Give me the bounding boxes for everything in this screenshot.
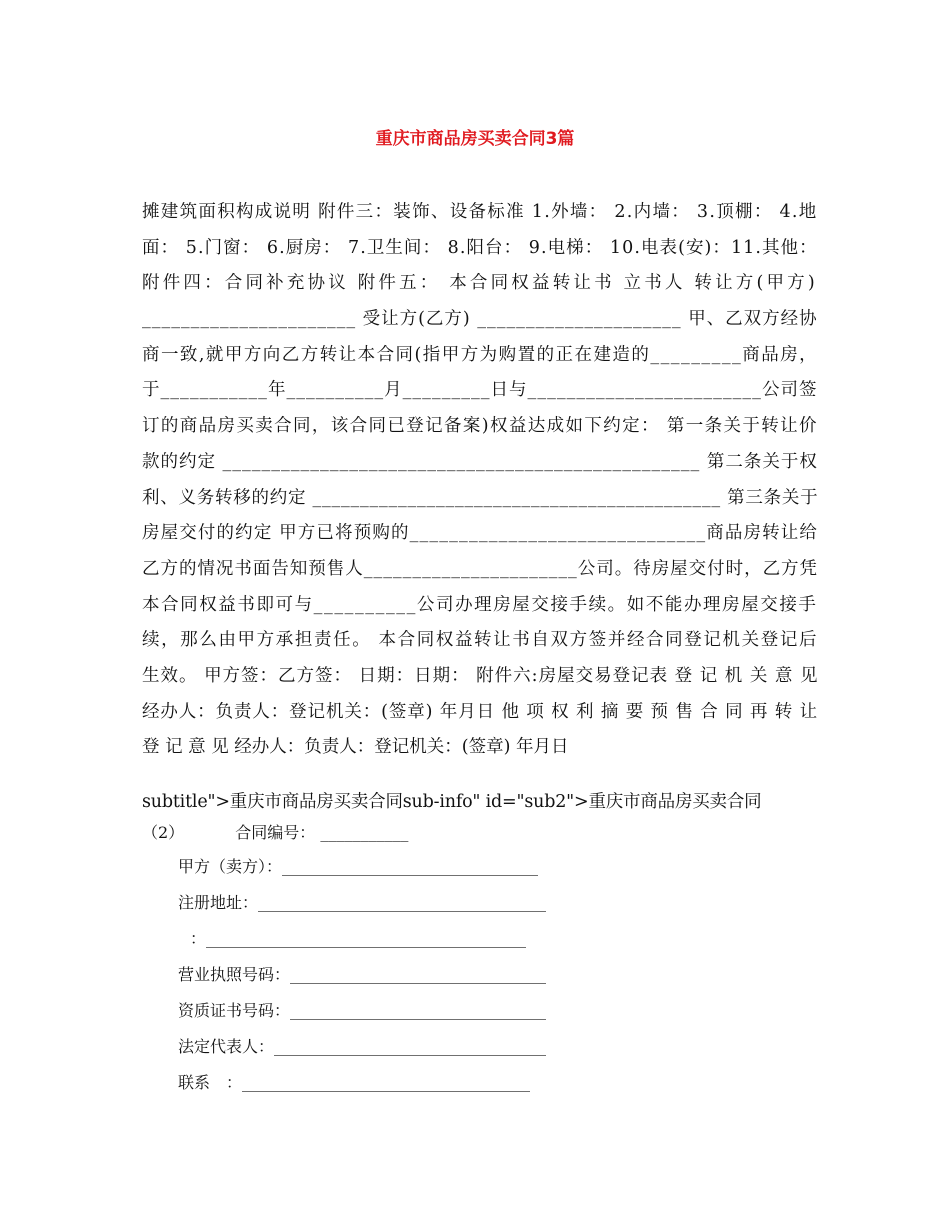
legal-representative-field: [178, 1034, 546, 1057]
business-license-field: [178, 962, 546, 985]
subtitle-line: subtitle">重庆市商品房买卖合同sub-info" id="sub2">重庆市商品房买卖合同: [142, 792, 762, 812]
paragraph-line: 订的商品房买卖合同，该合同已登记备案)权益达成如下约定： 第一条关于转让价: [142, 416, 818, 437]
field-label: 注册地址：: [178, 893, 259, 912]
paragraph-line: 摊建筑面积构成说明 附件三：装饰、设备标准 1.外墙： 2.内墙： 3.顶棚： 4.地: [142, 202, 818, 222]
paragraph-line: 款的约定 _________________________________________________ 第二条关于权: [142, 451, 818, 472]
paragraph-line: 利、义务转移的约定 ___________________________________________ 第三条关于: [142, 487, 818, 508]
field-label: 营业执照号码：: [178, 965, 291, 984]
paragraph-line: 附件四：合同补充协议 附件五： 本合同权益转让书 立书人 转让方(甲方): [142, 273, 818, 294]
document-body: [142, 195, 818, 766]
paragraph-line: 商一致,就甲方向乙方转让本合同(指甲方为购置的正在建造的_________商品房，: [142, 344, 818, 365]
contract-number-blank: ___________: [320, 823, 409, 842]
field-blank: ____________________________________: [242, 1073, 531, 1092]
contract-number-row: [142, 820, 408, 843]
field-blank: ________________________________: [290, 965, 547, 984]
field-blank: ____________________________________: [258, 893, 547, 912]
paragraph-line: 本合同权益书即可与__________公司办理房屋交接手续。如不能办理房屋交接手: [142, 594, 818, 615]
paragraph-line: 经办人：负责人：登记机关：(签章) 年月日 他 项 权 利 摘 要 预 售 合 同 再 转 让: [142, 701, 818, 722]
unnamed-field: [190, 926, 526, 949]
paragraph-line: 房屋交付的约定 甲方已将预购的______________________________商品房转让给: [142, 523, 818, 544]
paragraph-line: 面： 5.门窗： 6.厨房： 7.卫生间： 8.阳台： 9.电梯： 10.电表(安)：11.其他：: [142, 237, 818, 258]
paragraph-line: 乙方的情况书面告知预售人______________________公司。待房屋交付时，乙方凭: [142, 558, 818, 579]
field-blank: __________________________________: [274, 1037, 547, 1056]
paragraph-line: ______________________ 受让方(乙方) _____________________ 甲、乙双方经协: [142, 309, 818, 330]
field-blank: ________________________________________: [206, 929, 527, 948]
field-label: 法定代表人：: [178, 1037, 275, 1056]
paragraph-line: 登 记 意 见 经办人：负责人：登记机关：(签章) 年月日: [142, 737, 569, 758]
field-blank: ________________________________: [282, 857, 539, 876]
seller-field: [178, 854, 538, 877]
paragraph-line: 续，那么由甲方承担责任。 本合同权益转让书自双方签并经合同登记机关登记后: [142, 630, 818, 651]
contract-number-label: 合同编号：: [235, 823, 316, 842]
qualification-cert-field: [178, 998, 546, 1021]
field-label: 资质证书号码：: [178, 1001, 291, 1020]
field-label: 甲方（卖方）：: [178, 857, 283, 876]
field-label: 联系 ：: [178, 1073, 243, 1092]
field-label: ：: [190, 929, 207, 948]
registered-address-field: [178, 890, 546, 913]
contract-section-number: （2）: [142, 823, 185, 842]
field-blank: ________________________________: [290, 1001, 547, 1020]
paragraph-line: 生效。 甲方签：乙方签： 日期：日期： 附件六:房屋交易登记表 登 记 机 关 意 见: [142, 665, 818, 686]
paragraph-line: 于___________年__________月_________日与________________________公司签: [142, 380, 818, 401]
document-title: 重庆市商品房买卖合同3篇: [375, 129, 575, 149]
contact-field: [178, 1070, 530, 1093]
